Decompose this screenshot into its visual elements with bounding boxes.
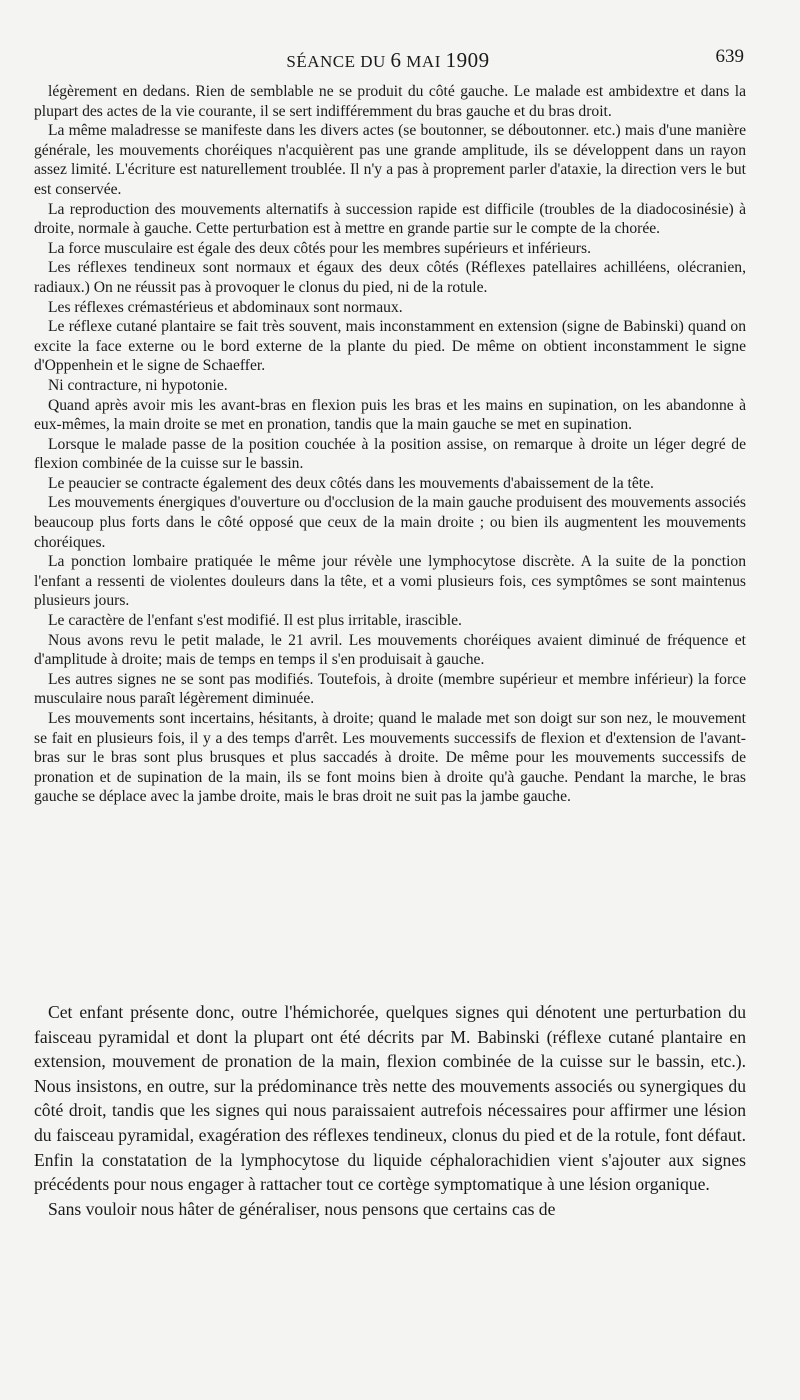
paragraph: Les réflexes tendineux sont normaux et égaux des deux côtés (Réflexes patellaires achilléens, olécranien, radiaux.) On ne réussit pas à provoquer le clonus du pied, ni de la rotule.: [34, 259, 746, 296]
paragraph: légèrement en dedans. Rien de semblable ne se produit du côté gauche. Le malade est ambidextre et dans la plupart des actes de la vie courante, il se sert indifféremment du bras gauche et du bras droit.: [34, 83, 746, 120]
paragraph: La force musculaire est égale des deux côtés pour les membres supérieurs et inférieurs.: [48, 239, 591, 257]
paragraph: Cet enfant présente donc, outre l'hémichorée, quelques signes qui dénotent une perturbation du faisceau pyramidal et dont la plupart ont été décrits par M. Babinski (réflexe cutané plantaire en extension, mouvement de pronation de la main, flexion combinée de la cuisse sur le bassin, etc.). Nous insistons, en outre, sur la prédominance très nette des mouvements associés ou synergiques du côté droit, tandis que les signes qui nous paraissaient autrefois nécessaires pour affirmer une lésion du faisceau pyramidal, exagération des réflexes tendineux, clonus du pied et de la rotule, font défaut. Enfin la constatation de la lymphocytose du liquide céphalorachidien vient s'ajouter aux signes précédents pour nous engager à rattacher tout ce cortège symptomatique à une lésion organique.: [34, 1002, 746, 1195]
page-header: [32, 46, 744, 72]
paragraph: Quand après avoir mis les avant-bras en flexion puis les bras et les mains en supination, on les abandonne à eux-mêmes, la main droite se met en pronation, tandis que la main gauche se met en supination.: [34, 396, 746, 434]
paragraph: Les autres signes ne se sont pas modifiés. Toutefois, à droite (membre supérieur et membre inférieur) la force musculaire nous paraît légèrement diminuée.: [34, 670, 746, 708]
paragraph: Les réflexes crémastérieus et abdominaux sont normaux.: [48, 298, 403, 316]
running-head-month: MAI: [406, 52, 441, 71]
running-head-day: 6: [390, 48, 402, 72]
paragraph: Ni contracture, ni hypotonie.: [48, 376, 228, 394]
paragraph: La reproduction des mouvements alternatifs à succession rapide est difficile (troubles de la diadocosinésie) à droite, normale à gauche. Cette perturbation est à mettre en grande partie sur le compte de la chorée.: [34, 200, 746, 238]
running-head-year: 1909: [445, 48, 490, 72]
case-notes: [34, 82, 746, 807]
paragraph: La même maladresse se manifeste dans les divers actes (se boutonner, se déboutonner. etc.) mais d'une manière générale, les mouvements choréiques n'acquièrent pas une grande amplitude, ils se développent dans un rayon assez limité. L'écriture est naturellement troublée. Il n'y a pas à proprement parler d'ataxie, la direction vers le but est conservée.: [34, 122, 746, 198]
paragraph: Les mouvements énergiques d'ouverture ou d'occlusion de la main gauche produisent des mouvements associés beaucoup plus forts dans le côté opposé que ceux de la main droite ; ou bien ils augmentent les mouvements choréiques.: [34, 494, 746, 551]
paragraph: Le réflexe cutané plantaire se fait très souvent, mais inconstamment en extension (signe de Babinski) quand on excite la face externe ou le bord externe de la plante du pied. De même on obtient inconstamment le signe d'Oppenhein et le signe de Schaeffer.: [34, 318, 746, 375]
paragraph: Lorsque le malade passe de la position couchée à la position assise, on remarque à droite un léger degré de flexion combinée de la cuisse sur le bassin.: [34, 435, 746, 473]
running-head: [32, 48, 744, 73]
discussion: [34, 1000, 746, 1221]
page-number: 639: [715, 46, 744, 67]
running-head-prefix: SÉANCE DU: [286, 52, 386, 71]
paragraph: Nous avons revu le petit malade, le 21 avril. Les mouvements choréiques avaient diminué de fréquence et d'amplitude à droite; mais de temps en temps il s'en produisait à gauche.: [34, 631, 746, 669]
paragraph: Le peaucier se contracte également des deux côtés dans les mouvements d'abaissement de la tête.: [48, 474, 654, 492]
paragraph: Les mouvements sont incertains, hésitants, à droite; quand le malade met son doigt sur son nez, le mouvement se fait en plusieurs fois, il y a des temps d'arrêt. Les mouvements successifs de flexion et d'extension de l'avant-bras sur le bras sont plus brusques et plus saccadés à droite. De même pour les mouvements successifs de pronation et de supination de la main, ils se font moins bien à droite qu'à gauche. Pendant la marche, le bras gauche se déplace avec la jambe droite, mais le bras droit ne suit pas la jambe gauche.: [34, 710, 746, 806]
paragraph: Sans vouloir nous hâter de généraliser, nous pensons que certains cas de: [48, 1198, 556, 1219]
paragraph: La ponction lombaire pratiquée le même jour révèle une lymphocytose discrète. A la suite de la ponction l'enfant a ressenti de violentes douleurs dans la tête, et a vomi plusieurs fois, ces symptômes se sont maintenus plusieurs jours.: [34, 553, 746, 610]
paragraph: Le caractère de l'enfant s'est modifié. Il est plus irritable, irascible.: [48, 612, 462, 630]
